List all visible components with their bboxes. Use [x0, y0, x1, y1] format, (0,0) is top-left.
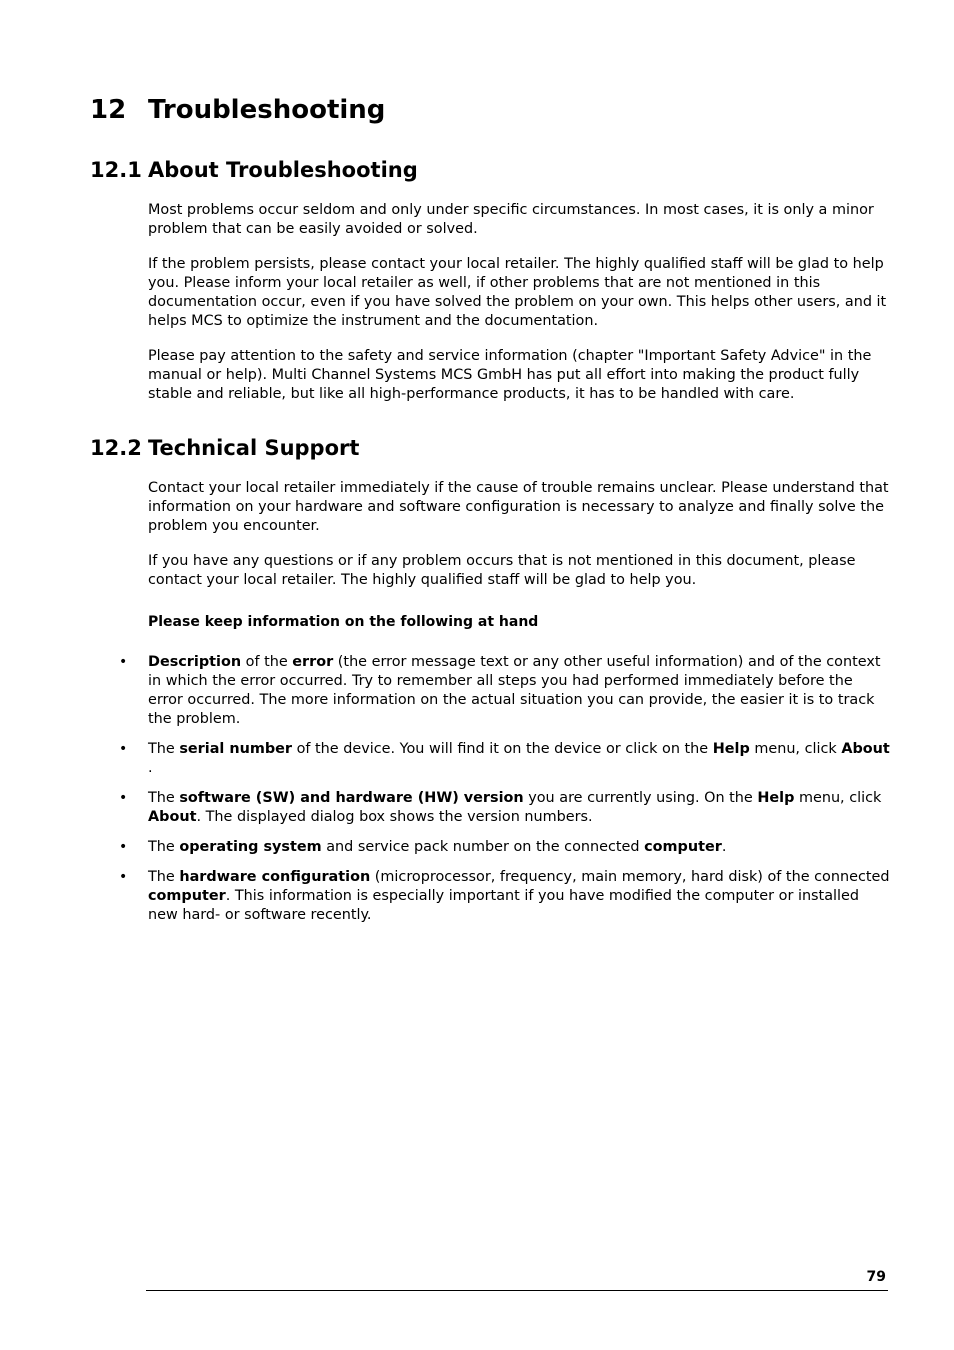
- list-item-operating-system: [119, 838, 890, 857]
- page-number: 79: [866, 1269, 886, 1285]
- term: hardware configuration: [179, 869, 371, 885]
- text: .: [148, 760, 153, 776]
- text: (microprocessor, frequency, main memory, hard disk) of the connected: [370, 869, 890, 885]
- section-1-number: 12.1: [90, 158, 142, 182]
- section-1-paragraph-3: Please pay attention to the safety and service information (chapter "Important Safety Advice" in the manual or help). Multi Channel Systems MCS GmbH has put all effort into making the product fully stable and reliable, but like all high-performance products, it has to be handled with care.: [148, 348, 872, 402]
- text: and service pack number on the connected: [321, 839, 645, 855]
- bullet-icon: •: [119, 869, 128, 885]
- text: menu, click: [749, 741, 842, 757]
- section-1-heading: [90, 157, 418, 183]
- section-2-number: 12.2: [90, 436, 142, 460]
- section-1-paragraph-1: Most problems occur seldom and only under specific circumstances. In most cases, it is only a minor problem that can be easily avoided or solved.: [148, 202, 874, 237]
- section-1-title: About Troubleshooting: [148, 158, 418, 182]
- text: The: [148, 839, 180, 855]
- term: operating system: [179, 839, 322, 855]
- text: of the: [241, 654, 293, 670]
- section-2-title: Technical Support: [148, 436, 360, 460]
- text: . The displayed dialog box shows the version numbers.: [196, 809, 593, 825]
- text: of the device. You will find it on the device or click on the: [292, 741, 713, 757]
- term: serial number: [179, 741, 292, 757]
- list-item-hardware-configuration: [119, 868, 890, 925]
- text: The: [148, 869, 180, 885]
- term: computer: [644, 839, 722, 855]
- list-item-serial-number: [119, 740, 890, 778]
- text: .: [721, 839, 727, 855]
- text: you are currently using. On the: [523, 790, 758, 806]
- term: Help: [757, 790, 795, 806]
- bullet-icon: •: [119, 790, 128, 806]
- bullet-icon: •: [119, 741, 128, 757]
- term: error: [292, 654, 334, 670]
- term: software (SW) and hardware (HW) version: [179, 790, 524, 806]
- list-item-description: [119, 653, 890, 729]
- footer-rule: [146, 1290, 888, 1291]
- bullet-icon: •: [119, 839, 128, 855]
- info-subheading: Please keep information on the following at hand: [148, 614, 539, 630]
- text: menu, click: [794, 790, 882, 806]
- section-2-heading: [90, 435, 359, 461]
- text: (the error message text or any other useful information) and of the context in which the error occurred. Try to remember all steps you had performed immediately before the error occurred. The more information on the actual situation you can provide, the easier it is to track the problem.: [148, 654, 881, 727]
- text: . This information is especially important if you have modified the computer or installed new hard- or software recently.: [148, 888, 860, 923]
- info-checklist: [119, 653, 890, 936]
- term: About: [148, 809, 197, 825]
- text: The: [148, 741, 180, 757]
- bullet-icon: •: [119, 654, 128, 670]
- section-1-paragraph-2: If the problem persists, please contact your local retailer. The highly qualified staff will be glad to help you. Please inform your local retailer as well, if other problems that are not mentioned in this documentation occur, even if you have solved the problem on your own. This helps other users, and it helps MCS to optimize the instrument and the documentation.: [148, 256, 887, 329]
- term: Description: [148, 654, 242, 670]
- chapter-number: 12: [90, 95, 127, 125]
- list-item-version: [119, 789, 890, 827]
- section-2-paragraph-2: If you have any questions or if any problem occurs that is not mentioned in this document, please contact your local retailer. The highly qualified staff will be glad to help you.: [148, 553, 856, 588]
- term: Help: [712, 741, 750, 757]
- term: computer: [148, 888, 226, 904]
- text: The: [148, 790, 180, 806]
- chapter-title: Troubleshooting: [148, 95, 386, 125]
- section-2-paragraph-1: Contact your local retailer immediately if the cause of trouble remains unclear. Please understand that information on your hardware and software configuration is necessary to analyze and finally solve the problem you encounter.: [148, 480, 889, 534]
- chapter-heading: [90, 94, 385, 126]
- term: About: [841, 741, 890, 757]
